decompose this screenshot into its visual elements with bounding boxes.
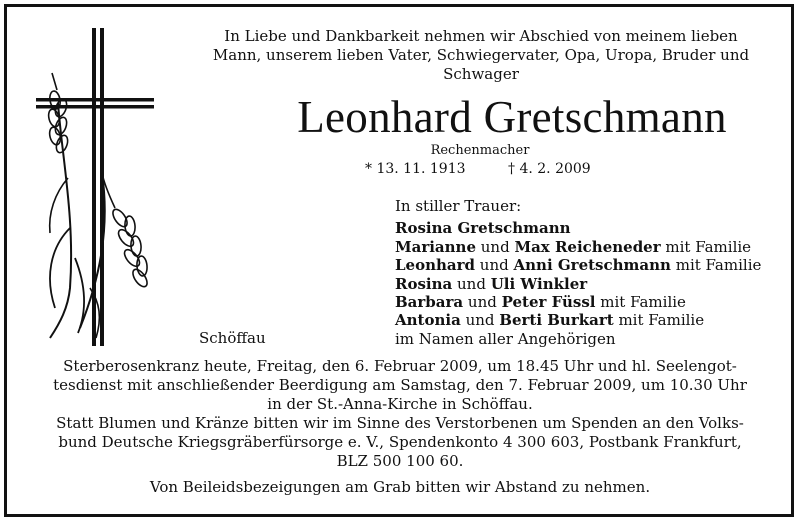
notice-line: in der St.-Anna-Kirche in Schöffau. — [267, 395, 533, 413]
intro-line: Mann, unserem lieben Vater, Schwiegervater, Opa, Uropa, Bruder und — [212, 46, 750, 64]
mourner-name: Peter Füssl — [501, 293, 596, 312]
mourner-row — [395, 311, 761, 329]
mourner-name: Antonia — [395, 311, 461, 330]
intro-text — [182, 27, 780, 84]
mourner-conjunction: und — [463, 293, 502, 312]
mourner-suffix: mit Familie — [595, 293, 686, 312]
death-date: † 4. 2. 2009 — [508, 161, 591, 177]
notice-line: BLZ 500 100 60. — [336, 452, 464, 470]
mourner-name: Leonhard — [395, 256, 476, 275]
mourner-name: Uli Winkler — [490, 274, 588, 293]
mourner-row — [395, 293, 761, 311]
mourner-suffix: mit Familie — [660, 237, 752, 256]
mourner-name: Barbara — [395, 293, 464, 312]
birth-date: * 13. 11. 1913 — [365, 161, 466, 177]
place-name: Schöffau — [199, 329, 266, 347]
notice-line: tesdienst mit anschließender Beerdigung am Samstag, den 7. Februar 2009, um 10.30 Uhr — [53, 376, 747, 394]
mourner-suffix: mit Familie — [613, 311, 705, 330]
mourner-conjunction: und — [452, 274, 491, 293]
closing-note: Von Beileidsbezeigungen am Grab bitten wir Abstand zu nehmen. — [149, 478, 651, 496]
deceased-name: Leonhard Gretschmann — [297, 92, 727, 142]
funeral-notice — [28, 357, 772, 471]
intro-line: Schwager — [443, 65, 519, 83]
mourner-name: Marianne — [395, 237, 476, 256]
mourner-name: Berti Burkart — [499, 311, 614, 330]
cross-with-wheat-icon — [30, 28, 160, 348]
mourner-conjunction: und — [475, 256, 514, 275]
mourner-row — [395, 238, 761, 256]
mourner-name: Rosina Gretschmann — [395, 219, 571, 238]
mourner-name: Rosina — [395, 274, 453, 293]
mourner-conjunction: und — [460, 311, 500, 330]
mourners-list — [395, 197, 761, 348]
mourner-conjunction: und — [476, 237, 515, 256]
mourner-row — [395, 256, 761, 274]
mourner-name: Anni Gretschmann — [513, 256, 671, 275]
notice-line: Sterberosenkranz heute, Freitag, den 6. Februar 2009, um 18.45 Uhr und hl. Seelengot- — [63, 357, 737, 375]
deceased-occupation: Rechenmacher — [430, 143, 530, 158]
mourner-name: Max Reicheneder — [514, 237, 661, 256]
mourner-suffix: mit Familie — [670, 256, 762, 275]
mourner-row — [395, 219, 761, 237]
all-relatives: im Namen aller Angehörigen — [395, 329, 616, 348]
intro-line: In Liebe und Dankbarkeit nehmen wir Abschied von meinem lieben — [224, 27, 738, 45]
mourner-row — [395, 275, 761, 293]
notice-line: bund Deutsche Kriegsgräberfürsorge e. V., Spendenkonto 4 300 603, Postbank Frankfurt, — [58, 433, 742, 451]
mourners-heading: In stiller Trauer: — [395, 197, 522, 215]
notice-line: Statt Blumen und Kränze bitten wir im Sinne des Verstorbenen um Spenden an den Volks- — [56, 414, 744, 432]
